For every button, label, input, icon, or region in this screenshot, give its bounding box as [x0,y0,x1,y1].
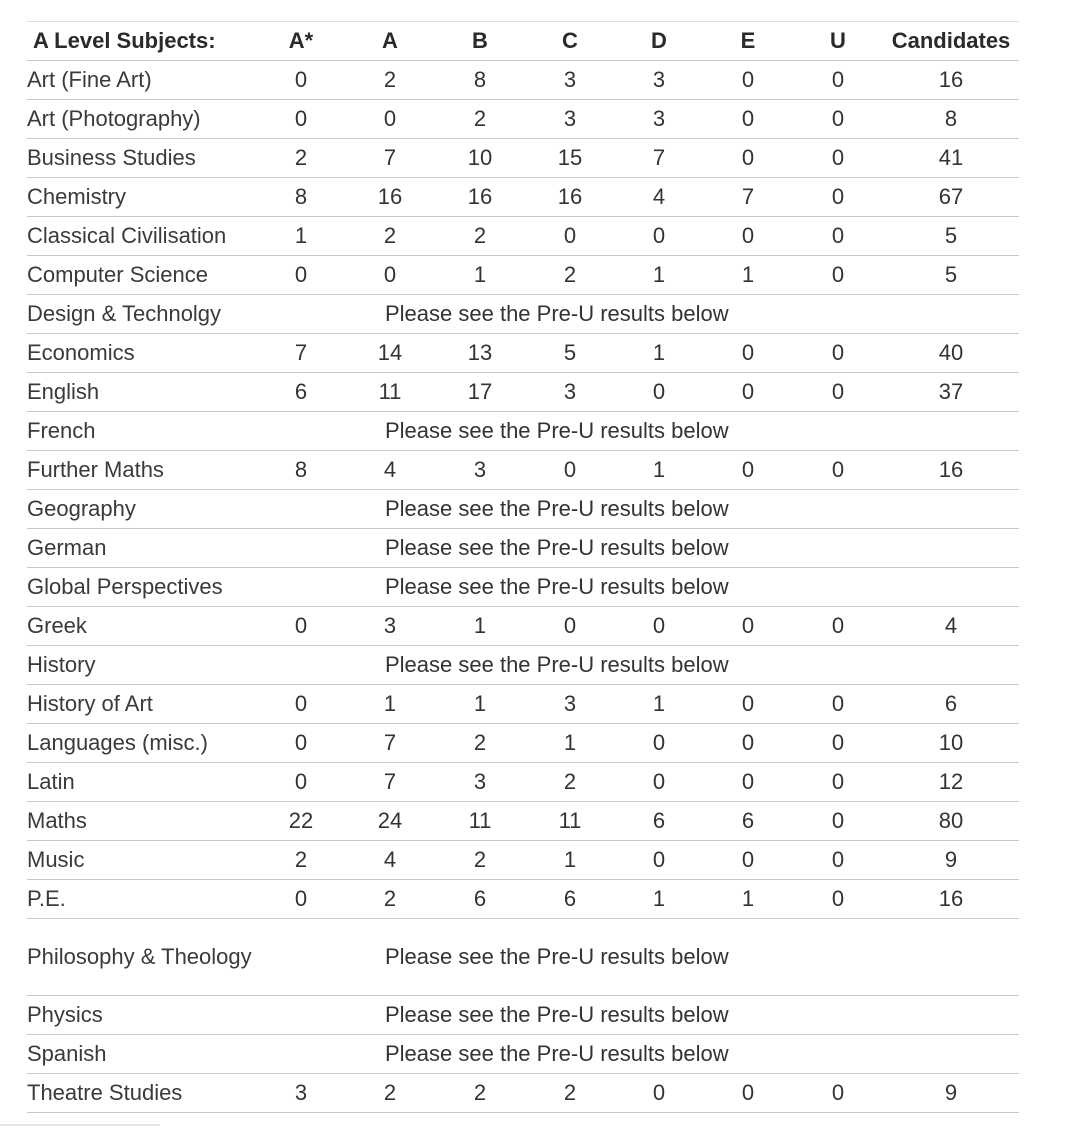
cell-e: 0 [703,451,793,490]
header-candidates: Candidates [883,22,1019,61]
cell-e: 0 [703,841,793,880]
table-row [27,490,1019,529]
cell-a-star: 6 [257,373,345,412]
cell-a-star: 22 [257,802,345,841]
subject-name: English [27,373,257,412]
subject-name: Maths [27,802,257,841]
cell-c: 2 [525,256,615,295]
subject-name: Spanish [27,1035,257,1074]
cell-b: 1 [435,685,525,724]
cell-b: 17 [435,373,525,412]
pre-u-note: Please see the Pre-U results below [385,1041,729,1066]
cell-e: 0 [703,334,793,373]
header-grade-a: A [345,22,435,61]
table-row [27,880,1019,919]
cell-u: 0 [793,373,883,412]
cell-a: 0 [345,100,435,139]
subject-name: Further Maths [27,451,257,490]
cell-b: 16 [435,178,525,217]
pre-u-note-cell [257,295,1019,334]
cell-a-star: 0 [257,256,345,295]
pre-u-note: Please see the Pre-U results below [385,418,729,443]
cell-candidates: 9 [883,1074,1019,1113]
cell-d: 6 [615,802,703,841]
table-row [27,919,1019,996]
subject-name: Global Perspectives [27,568,257,607]
cell-e: 1 [703,880,793,919]
cell-e: 0 [703,61,793,100]
cell-d: 1 [615,685,703,724]
table-row [27,607,1019,646]
cell-a: 2 [345,217,435,256]
table-row [27,568,1019,607]
header-grade-e: E [703,22,793,61]
table-row [27,295,1019,334]
cell-a: 2 [345,1074,435,1113]
cell-u: 0 [793,763,883,802]
cell-a-star: 2 [257,841,345,880]
pre-u-note-cell [257,412,1019,451]
header-grade-u: U [793,22,883,61]
table-row [27,996,1019,1035]
cell-c: 6 [525,880,615,919]
cell-a: 11 [345,373,435,412]
cell-a: 3 [345,607,435,646]
table-row [27,802,1019,841]
cell-a: 24 [345,802,435,841]
header-grade-c: C [525,22,615,61]
subject-name: Art (Photography) [27,100,257,139]
cell-d: 0 [615,217,703,256]
cell-u: 0 [793,334,883,373]
table-body [27,61,1019,1113]
cell-u: 0 [793,802,883,841]
cell-a: 0 [345,256,435,295]
pre-u-note: Please see the Pre-U results below [385,496,729,521]
cell-a: 2 [345,61,435,100]
pre-u-note-cell [257,529,1019,568]
subject-name: Classical Civilisation [27,217,257,256]
cell-a: 4 [345,451,435,490]
subject-name: P.E. [27,880,257,919]
cell-u: 0 [793,256,883,295]
cell-d: 1 [615,880,703,919]
cell-u: 0 [793,1074,883,1113]
pre-u-note: Please see the Pre-U results below [385,652,729,677]
cell-candidates: 16 [883,880,1019,919]
cell-e: 0 [703,1074,793,1113]
cell-e: 0 [703,139,793,178]
cell-candidates: 16 [883,451,1019,490]
cell-c: 2 [525,1074,615,1113]
cell-b: 1 [435,607,525,646]
table-row [27,256,1019,295]
header-grade-d: D [615,22,703,61]
header-subjects: A Level Subjects: [27,22,257,61]
subject-name: French [27,412,257,451]
cell-e: 0 [703,373,793,412]
cell-a: 7 [345,724,435,763]
cell-d: 0 [615,841,703,880]
cell-u: 0 [793,685,883,724]
cell-u: 0 [793,451,883,490]
subject-name: Computer Science [27,256,257,295]
table-row [27,373,1019,412]
cell-c: 0 [525,451,615,490]
cell-b: 2 [435,724,525,763]
subject-name: Theatre Studies [27,1074,257,1113]
cell-c: 3 [525,373,615,412]
cell-a-star: 8 [257,178,345,217]
cell-b: 2 [435,100,525,139]
subject-name: Music [27,841,257,880]
table-row [27,646,1019,685]
table-row [27,334,1019,373]
cell-b: 8 [435,61,525,100]
cell-a: 1 [345,685,435,724]
pre-u-note-cell [257,646,1019,685]
cell-b: 11 [435,802,525,841]
pre-u-note-cell [257,490,1019,529]
cell-b: 13 [435,334,525,373]
cell-e: 0 [703,217,793,256]
subject-name: Geography [27,490,257,529]
cell-b: 3 [435,763,525,802]
cell-c: 2 [525,763,615,802]
subject-name: Chemistry [27,178,257,217]
cell-a: 16 [345,178,435,217]
table-header [27,22,1019,61]
subject-name: History [27,646,257,685]
cell-u: 0 [793,841,883,880]
cell-a-star: 0 [257,880,345,919]
cell-b: 3 [435,451,525,490]
table-row [27,841,1019,880]
cell-d: 0 [615,607,703,646]
pre-u-note-cell [257,1035,1019,1074]
cell-c: 3 [525,61,615,100]
cell-e: 0 [703,607,793,646]
cell-d: 0 [615,724,703,763]
subject-name: History of Art [27,685,257,724]
cell-u: 0 [793,100,883,139]
cell-u: 0 [793,178,883,217]
cell-a-star: 1 [257,217,345,256]
cell-candidates: 4 [883,607,1019,646]
cell-a-star: 0 [257,61,345,100]
subject-name: Latin [27,763,257,802]
cell-d: 3 [615,61,703,100]
cell-d: 4 [615,178,703,217]
cell-candidates: 10 [883,724,1019,763]
pre-u-note: Please see the Pre-U results below [385,535,729,560]
cell-a-star: 0 [257,763,345,802]
cell-a-star: 0 [257,685,345,724]
cell-d: 1 [615,451,703,490]
cell-candidates: 16 [883,61,1019,100]
cell-e: 0 [703,763,793,802]
cell-u: 0 [793,139,883,178]
table-row [27,139,1019,178]
cell-a-star: 7 [257,334,345,373]
cell-u: 0 [793,607,883,646]
cell-e: 0 [703,100,793,139]
cell-a-star: 0 [257,607,345,646]
cell-candidates: 12 [883,763,1019,802]
cell-u: 0 [793,61,883,100]
cell-candidates: 41 [883,139,1019,178]
table-row [27,685,1019,724]
cell-d: 0 [615,763,703,802]
table-row [27,61,1019,100]
cell-c: 0 [525,607,615,646]
cell-candidates: 67 [883,178,1019,217]
cell-u: 0 [793,880,883,919]
cell-c: 5 [525,334,615,373]
cell-c: 3 [525,685,615,724]
pre-u-note: Please see the Pre-U results below [385,1002,729,1027]
subject-name: Art (Fine Art) [27,61,257,100]
cell-c: 15 [525,139,615,178]
cell-u: 0 [793,724,883,763]
pre-u-note: Please see the Pre-U results below [385,301,729,326]
cell-d: 3 [615,100,703,139]
table-row [27,724,1019,763]
cell-c: 1 [525,724,615,763]
cell-a-star: 2 [257,139,345,178]
pre-u-note-cell [257,919,1019,996]
cell-c: 1 [525,841,615,880]
cell-e: 0 [703,685,793,724]
cell-candidates: 8 [883,100,1019,139]
table-row [27,763,1019,802]
subject-name: Business Studies [27,139,257,178]
cell-b: 2 [435,1074,525,1113]
table-row [27,1035,1019,1074]
cell-e: 6 [703,802,793,841]
cell-candidates: 5 [883,217,1019,256]
cell-candidates: 80 [883,802,1019,841]
cell-b: 6 [435,880,525,919]
cell-u: 0 [793,217,883,256]
cell-candidates: 9 [883,841,1019,880]
cell-candidates: 6 [883,685,1019,724]
cell-d: 0 [615,373,703,412]
subject-name: German [27,529,257,568]
cell-e: 7 [703,178,793,217]
cell-d: 0 [615,1074,703,1113]
cell-candidates: 37 [883,373,1019,412]
subject-name: Greek [27,607,257,646]
subject-name: Design & Technolgy [27,295,257,334]
cell-e: 0 [703,724,793,763]
subject-name: Philosophy & Theology [27,919,257,996]
cell-d: 7 [615,139,703,178]
cell-candidates: 40 [883,334,1019,373]
cell-b: 1 [435,256,525,295]
pre-u-note-cell [257,996,1019,1035]
table-row [27,412,1019,451]
subject-name: Economics [27,334,257,373]
cell-a-star: 0 [257,100,345,139]
cell-a-star: 0 [257,724,345,763]
table-row [27,178,1019,217]
cell-b: 2 [435,217,525,256]
cell-d: 1 [615,256,703,295]
subject-name: Languages (misc.) [27,724,257,763]
divider [0,1124,160,1126]
cell-a-star: 3 [257,1074,345,1113]
pre-u-note-cell [257,568,1019,607]
table-row [27,451,1019,490]
cell-b: 10 [435,139,525,178]
cell-c: 3 [525,100,615,139]
pre-u-note: Please see the Pre-U results below [385,944,729,969]
table-row [27,100,1019,139]
cell-a: 7 [345,763,435,802]
cell-c: 11 [525,802,615,841]
cell-b: 2 [435,841,525,880]
table-row [27,217,1019,256]
cell-c: 0 [525,217,615,256]
cell-d: 1 [615,334,703,373]
table-row [27,529,1019,568]
cell-candidates: 5 [883,256,1019,295]
table-row [27,1074,1019,1113]
cell-e: 1 [703,256,793,295]
cell-a: 4 [345,841,435,880]
header-grade-a-star: A* [257,22,345,61]
cell-a-star: 8 [257,451,345,490]
cell-a: 7 [345,139,435,178]
subject-name: Physics [27,996,257,1035]
pre-u-note: Please see the Pre-U results below [385,574,729,599]
cell-a: 14 [345,334,435,373]
cell-c: 16 [525,178,615,217]
cell-a: 2 [345,880,435,919]
header-grade-b: B [435,22,525,61]
a-level-results-table [27,21,1019,1113]
header-row [27,22,1019,61]
